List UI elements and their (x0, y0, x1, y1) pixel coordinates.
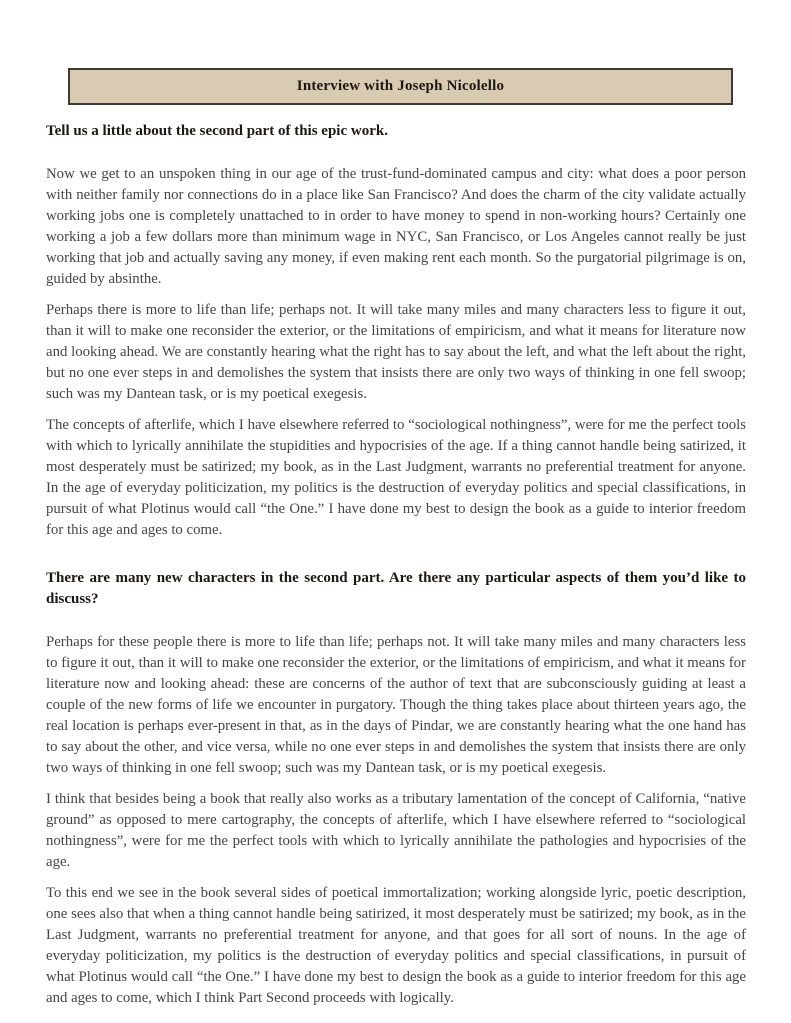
answer-paragraph: Perhaps for these people there is more to life than life; perhaps not. It will take many miles and many characters less to figure it out, than it will to make one reconsider the exterior, or the limitations of empiricism, and what it means for literature now and looking ahead: these are concerns of the author of text that are subconsciously guiding at least a couple of the new forms of life we encounter in purgatory. Though the thing takes place about thirteen years ago, the real location is perhaps ever-present in that, as in the days of Pindar, we are constantly hearing what the one hand has to say about the other, and vice versa, while no one ever steps in and demolishes the system that insists there are only two ways of thinking in one fell swoop; such was my Dantean task, or is my poetical exegesis. (46, 634, 746, 776)
answer-paragraph: Now we get to an unspoken thing in our age of the trust-fund-dominated campus and city: what does a poor person with neither family nor connections do in a place like San Francisco? And does the charm of the city validate actually working jobs one is completely unattached to in order to have money to spend in non-working hours? Certainly one working a job a few dollars more than minimum wage in NYC, San Francisco, or Los Angeles cannot really be just working that job and actually saving any money, if even making rent each month. So the purgatorial pilgrimage is on, guided by absinthe. (46, 166, 746, 287)
answer-paragraph: To this end we see in the book several sides of poetical immortalization; working alongside lyric, poetic description, one sees also that when a thing cannot handle being satirized, it most desperately must be satirized; my book, as in the Last Judgment, warrants no preferential treatment for anyone, and that goes for all sort of nouns. In the age of everyday politicization, my politics is the destruction of everyday politics and special classifications, in pursuit of what Plotinus would call “the One.” I have done my best to design the book as a guide to interior freedom for this age and ages to come, which I think Part Second proceeds with logically. (46, 885, 746, 1006)
title-box (68, 68, 733, 105)
interview-section-1 (46, 121, 746, 541)
question-1: Tell us a little about the second part of this epic work. (46, 123, 388, 139)
answer-paragraph: I think that besides being a book that really also works as a tributary lamentation of the concept of California, “native ground” as opposed to mere cartography, the concepts of afterlife, which I have elsewhere referred to “sociological nothingness”, were for me the perfect tools with which to lyrically annihilate the pathologies and hypocrisies of the age. (46, 791, 746, 870)
answer-paragraph: The concepts of afterlife, which I have elsewhere referred to “sociological nothingness”, were for me the perfect tools with which to lyrically annihilate the stupidities and hypocrisies of the age. If a thing cannot handle being satirized, it most desperately must be satirized; my book, as in the Last Judgment, warrants no preferential treatment for anyone. In the age of everyday politicization, my politics is the destruction of everyday politics and special classifications, in pursuit of what Plotinus would call “the One.” I have done my best to design the book as a guide to interior freedom for this age and ages to come. (46, 417, 746, 538)
answer-paragraph: Perhaps there is more to life than life; perhaps not. It will take many miles and many characters less to figure it out, than it will to make one reconsider the exterior, or the limitations of empiricism, and what it means for literature now and looking ahead. We are constantly hearing what the right has to say about the left, and what the left about the right, but no one ever steps in and demolishes the system that insists there are only two ways of thinking in one fell swoop; such was my Dantean task, or is my poetical exegesis. (46, 302, 746, 402)
interview-section-2 (46, 568, 746, 1009)
question-2: There are many new characters in the second part. Are there any particular aspects of them you’d like to discuss? (46, 570, 746, 607)
document-title: Interview with Joseph Nicolello (296, 78, 505, 94)
